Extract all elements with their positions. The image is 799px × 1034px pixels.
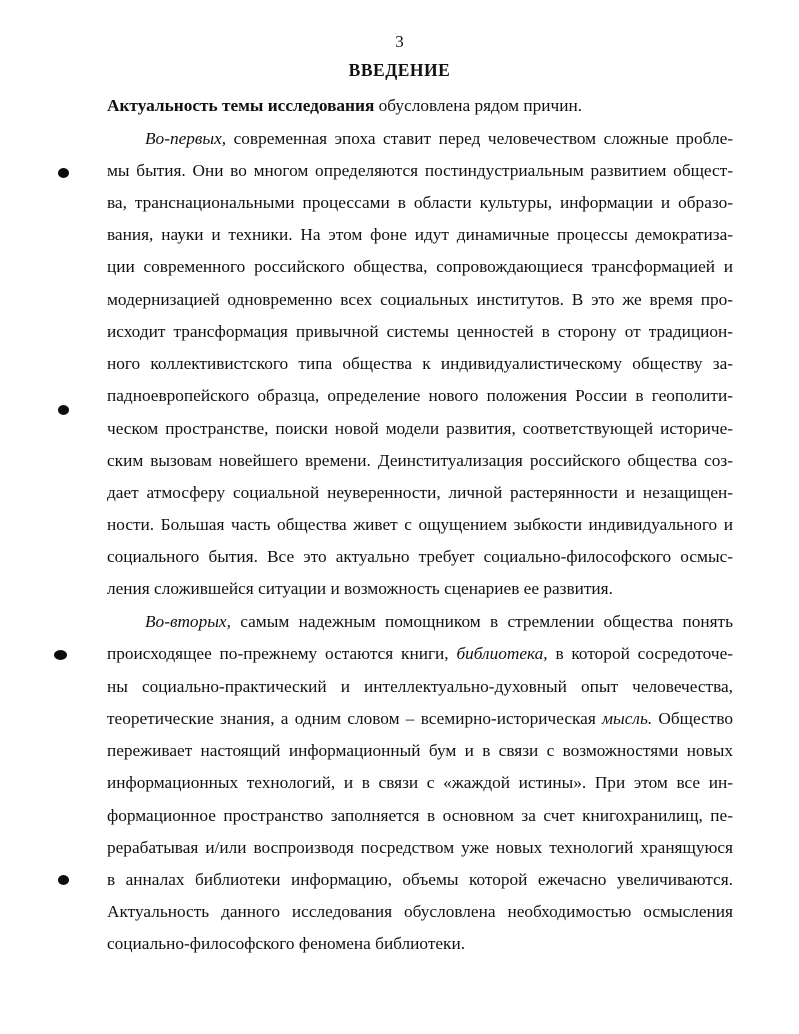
p1-line: ции современного российского общества, сопровождающиеся трансформацией и: [107, 257, 733, 276]
section-title: ВВЕДЕНИЕ: [348, 60, 451, 80]
p1-line: падноевропейского образца, определение нового положения России в геополити-: [107, 386, 733, 405]
p2-line2-a: происходящее по-прежнему остаются книги,: [107, 644, 457, 663]
p2-line: Актуальность данного исследования обусловлена необходимостью осмысления: [107, 902, 733, 921]
p2-line2-b: в которой сосредоточе-: [547, 644, 733, 663]
p2-first-italic: Во-вторых,: [145, 612, 231, 631]
p2-first-rest: самым надежным помощником в стремлении общества понять: [230, 612, 733, 631]
binding-hole-mark: [54, 650, 67, 660]
binding-hole-mark: [58, 405, 69, 415]
page-number: 3: [395, 32, 404, 51]
p2-line: формационное пространство заполняется в основном за счет книгохранилищ, пе-: [107, 806, 733, 825]
p2-line: в анналах библиотеки информацию, объемы которой ежечасно увеличиваются.: [107, 870, 733, 889]
p2-line4-a: теоретические знания, а одним словом – всемирно-историческая: [107, 709, 603, 728]
p2-line4-b: Общество: [652, 709, 733, 728]
intro-bold: Актуальность темы исследования: [107, 96, 375, 115]
p2-line: рерабатывая и/или воспроизводя посредством уже новых технологий хранящуюся: [107, 838, 733, 857]
p1-line: ности. Большая часть общества живет с ощущением зыбкости индивидуального и: [107, 515, 733, 534]
p2-line-2: [107, 644, 733, 664]
p1-line: ческом пространстве, поиски новой модели развития, соответствующей историче-: [107, 419, 733, 438]
p1-line: социального бытия. Все это актуально требует социально-философского осмыс-: [107, 547, 733, 566]
p2-line-3: ны социально-практический и интеллектуально-духовный опыт человечества,: [107, 677, 733, 696]
p1-line: вания, науки и техники. На этом фоне идут динамичные процессы демократиза-: [107, 225, 733, 244]
intro-line: [107, 96, 733, 116]
binding-hole-mark: [58, 875, 69, 885]
p2-last-line: социально-философского феномена библиотеки.: [107, 934, 466, 953]
p2-line4-italic: мысль.: [602, 709, 653, 728]
p1-line: ским вызовам новейшего времени. Деинституализация российского общества соз-: [107, 451, 733, 470]
p1-line: дает атмосферу социальной неуверенности, личной растерянности и незащищен-: [107, 483, 733, 502]
p1-line: мы бытия. Они во многом определяются постиндустриальным развитием общест-: [107, 161, 733, 180]
binding-hole-mark: [58, 168, 69, 178]
intro-rest: обусловлена рядом причин.: [374, 96, 583, 115]
p2-line: переживает настоящий информационный бум и в связи с возможностями новых: [107, 741, 733, 760]
p2-line2-italic: библиотека,: [456, 644, 548, 663]
p1-first-rest: современная эпоха ставит перед человечеством сложные пробле-: [226, 129, 733, 148]
p1-line: ва, транснациональными процессами в области культуры, информации и образо-: [107, 193, 733, 212]
p1-last-line: ления сложившейся ситуации и возможность сценариев ее развития.: [107, 579, 613, 598]
p2-line-4: [107, 709, 733, 729]
p1-first-italic: Во-первых,: [145, 129, 227, 148]
p1-line-1: [145, 129, 733, 149]
p2-line-1: [145, 612, 733, 632]
p1-line: ного коллективистского типа общества к индивидуалистическому обществу за-: [107, 354, 733, 373]
p1-line: модернизацией одновременно всех социальных институтов. В это же время про-: [107, 290, 733, 309]
p1-line: исходит трансформация привычной системы ценностей в сторону от традицион-: [107, 322, 733, 341]
p2-line: информационных технологий, и в связи с «жаждой истины». При этом все ин-: [107, 773, 733, 792]
